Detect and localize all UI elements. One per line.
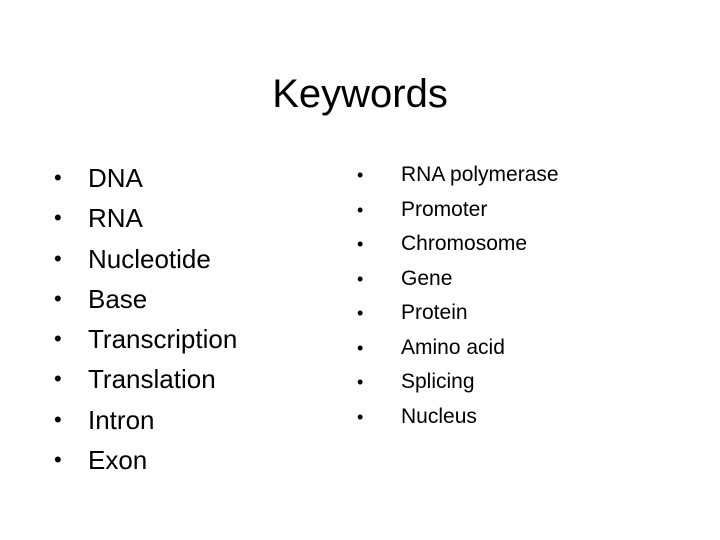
keyword-label: Nucleotide: [88, 243, 211, 274]
bullet-icon: •: [54, 285, 62, 311]
keyword-label: Promoter: [401, 197, 488, 221]
list-item: [357, 365, 687, 400]
keyword-label: Transcription: [88, 324, 238, 355]
bullet-icon: •: [357, 199, 364, 220]
bullet-icon: •: [54, 406, 62, 432]
list-item: [357, 331, 687, 366]
keyword-label: Protein: [401, 301, 468, 324]
list-item: [54, 359, 314, 399]
keyword-label: Amino acid: [401, 335, 505, 359]
keyword-label: RNA polymerase: [401, 163, 559, 186]
bullet-icon: •: [54, 326, 62, 352]
keyword-label: Nucleus: [401, 404, 477, 428]
keyword-label: Splicing: [401, 370, 475, 393]
list-item: [54, 239, 314, 279]
slide-title: Keywords: [272, 72, 448, 116]
keyword-label: RNA: [88, 203, 143, 234]
list-item: [54, 198, 314, 238]
bullet-icon: •: [357, 165, 364, 185]
list-item: [54, 440, 314, 480]
keyword-label: Exon: [88, 445, 148, 476]
keyword-label: Gene: [401, 266, 453, 290]
keyword-label: Base: [88, 283, 148, 314]
bullet-icon: •: [54, 165, 62, 190]
bullet-icon: •: [54, 447, 62, 473]
bullet-icon: •: [357, 372, 364, 392]
list-item: [54, 158, 314, 198]
list-item: [357, 296, 687, 331]
bullet-icon: •: [54, 205, 62, 231]
keyword-label: DNA: [88, 163, 143, 193]
list-item: [54, 400, 314, 440]
keyword-label: Chromosome: [401, 232, 528, 255]
keyword-list-left: [54, 158, 314, 480]
bullet-icon: •: [357, 406, 364, 427]
bullet-icon: •: [357, 337, 364, 358]
list-item: [357, 158, 687, 193]
keyword-list-right: [357, 158, 687, 434]
bullet-icon: •: [357, 234, 364, 254]
list-item: [54, 279, 314, 319]
list-item: [357, 227, 687, 262]
list-item: [357, 400, 687, 435]
bullet-icon: •: [357, 268, 364, 289]
bullet-icon: •: [54, 245, 62, 271]
bullet-icon: •: [54, 366, 62, 392]
keyword-label: Intron: [88, 404, 155, 435]
keyword-label: Translation: [88, 364, 216, 395]
list-item: [357, 262, 687, 297]
list-item: [54, 319, 314, 359]
bullet-icon: •: [357, 303, 364, 323]
list-item: [357, 193, 687, 228]
